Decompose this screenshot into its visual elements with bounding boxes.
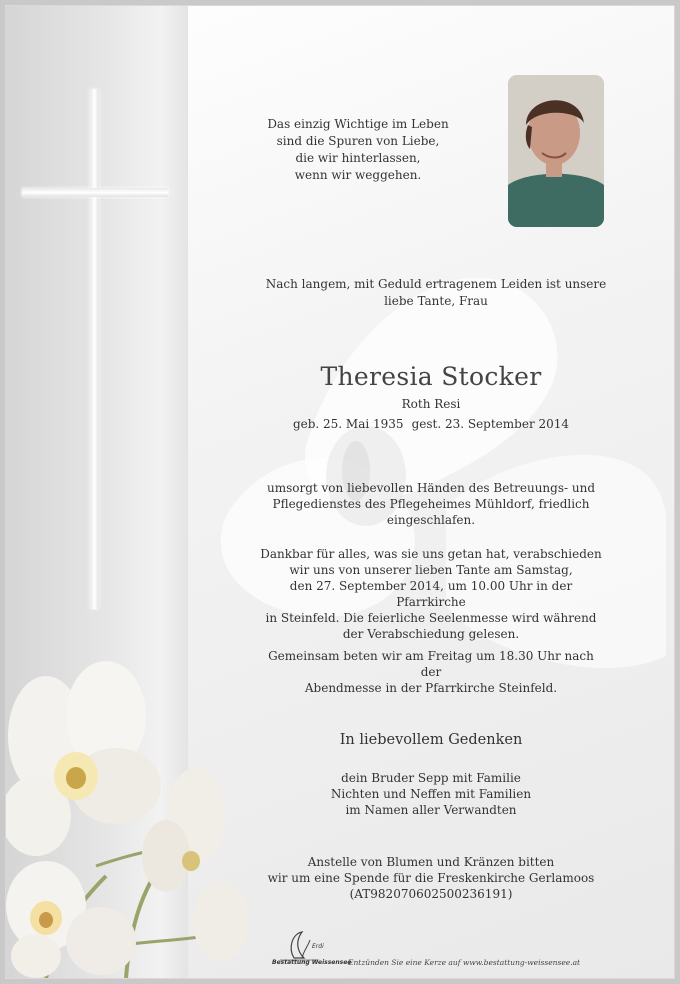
paragraph-line: der Verabschiedung gelesen. xyxy=(342,627,520,641)
logo-text: Bestattung Weissensee xyxy=(272,959,352,966)
paragraph-line: Dankbar für alles, was sie uns getan hat, verabschieden xyxy=(260,547,602,561)
birth-date: geb. 25. Mai 1935 xyxy=(292,417,404,431)
deceased-nickname: Roth Resi xyxy=(401,397,461,411)
obituary-card xyxy=(5,5,675,979)
paragraph-prayer xyxy=(256,648,606,696)
quote-line: Das einzig Wichtige im Leben xyxy=(267,117,449,131)
donation-note xyxy=(256,854,606,902)
intro-line: Nach langem, mit Geduld ertragenem Leiden ist unsere xyxy=(265,277,607,291)
paragraph-passing xyxy=(256,480,606,528)
paragraph-line: den 27. September 2014, um 10.00 Uhr in der Pfarrkirche xyxy=(289,579,573,609)
cross-bar xyxy=(22,188,168,197)
quote-line: wenn wir weggehen. xyxy=(294,168,422,182)
mourner-line: im Namen aller Verwandten xyxy=(345,803,517,817)
quote xyxy=(238,116,478,184)
paragraph-line: Abendmesse in der Pfarrkirche Steinfeld. xyxy=(304,681,558,695)
deceased-name: Theresia Stocker xyxy=(320,362,542,391)
intro-text xyxy=(256,276,616,310)
death-date: gest. 23. September 2014 xyxy=(411,417,570,431)
memorial-heading: In liebevollem Gedenken xyxy=(339,732,523,748)
paragraph-line: Pflegedienstes des Pflegeheimes Mühldorf, friedlich xyxy=(272,497,590,511)
quote-line: sind die Spuren von Liebe, xyxy=(276,134,440,148)
paragraph-funeral xyxy=(256,546,606,642)
mourner-line: dein Bruder Sepp mit Familie xyxy=(341,771,521,785)
portrait-image xyxy=(508,75,604,227)
donation-line: wir um eine Spende für die Freskenkirche Gerlamoos xyxy=(267,871,595,885)
candle-link[interactable]: Entzünden Sie eine Kerze auf www.bestattung-weissensee.at xyxy=(348,958,581,967)
life-dates xyxy=(256,416,606,432)
paragraph-line: eingeschlafen. xyxy=(386,513,476,527)
orchid-flowers-image xyxy=(6,656,256,978)
cross-icon xyxy=(90,89,99,609)
mourner-line: Nichten und Neffen mit Familien xyxy=(330,787,532,801)
intro-line: liebe Tante, Frau xyxy=(384,294,488,308)
paragraph-line: wir uns von unserer lieben Tante am Samstag, xyxy=(289,563,573,577)
paragraph-line: umsorgt von liebevollen Händen des Betreuungs- und xyxy=(266,481,596,495)
mourners-list xyxy=(256,770,606,818)
portrait-photo xyxy=(508,75,604,227)
paragraph-line: in Steinfeld. Die feierliche Seelenmesse wird während xyxy=(265,611,597,625)
quote-line: die wir hinterlassen, xyxy=(295,151,421,165)
logo-text: Erdi xyxy=(312,943,324,950)
paragraph-line: Gemeinsam beten wir am Freitag um 18.30 Uhr nach der xyxy=(268,649,594,679)
donation-line: Anstelle von Blumen und Kränzen bitten xyxy=(307,855,555,869)
donation-iban: (AT982070602500236191) xyxy=(349,887,513,901)
